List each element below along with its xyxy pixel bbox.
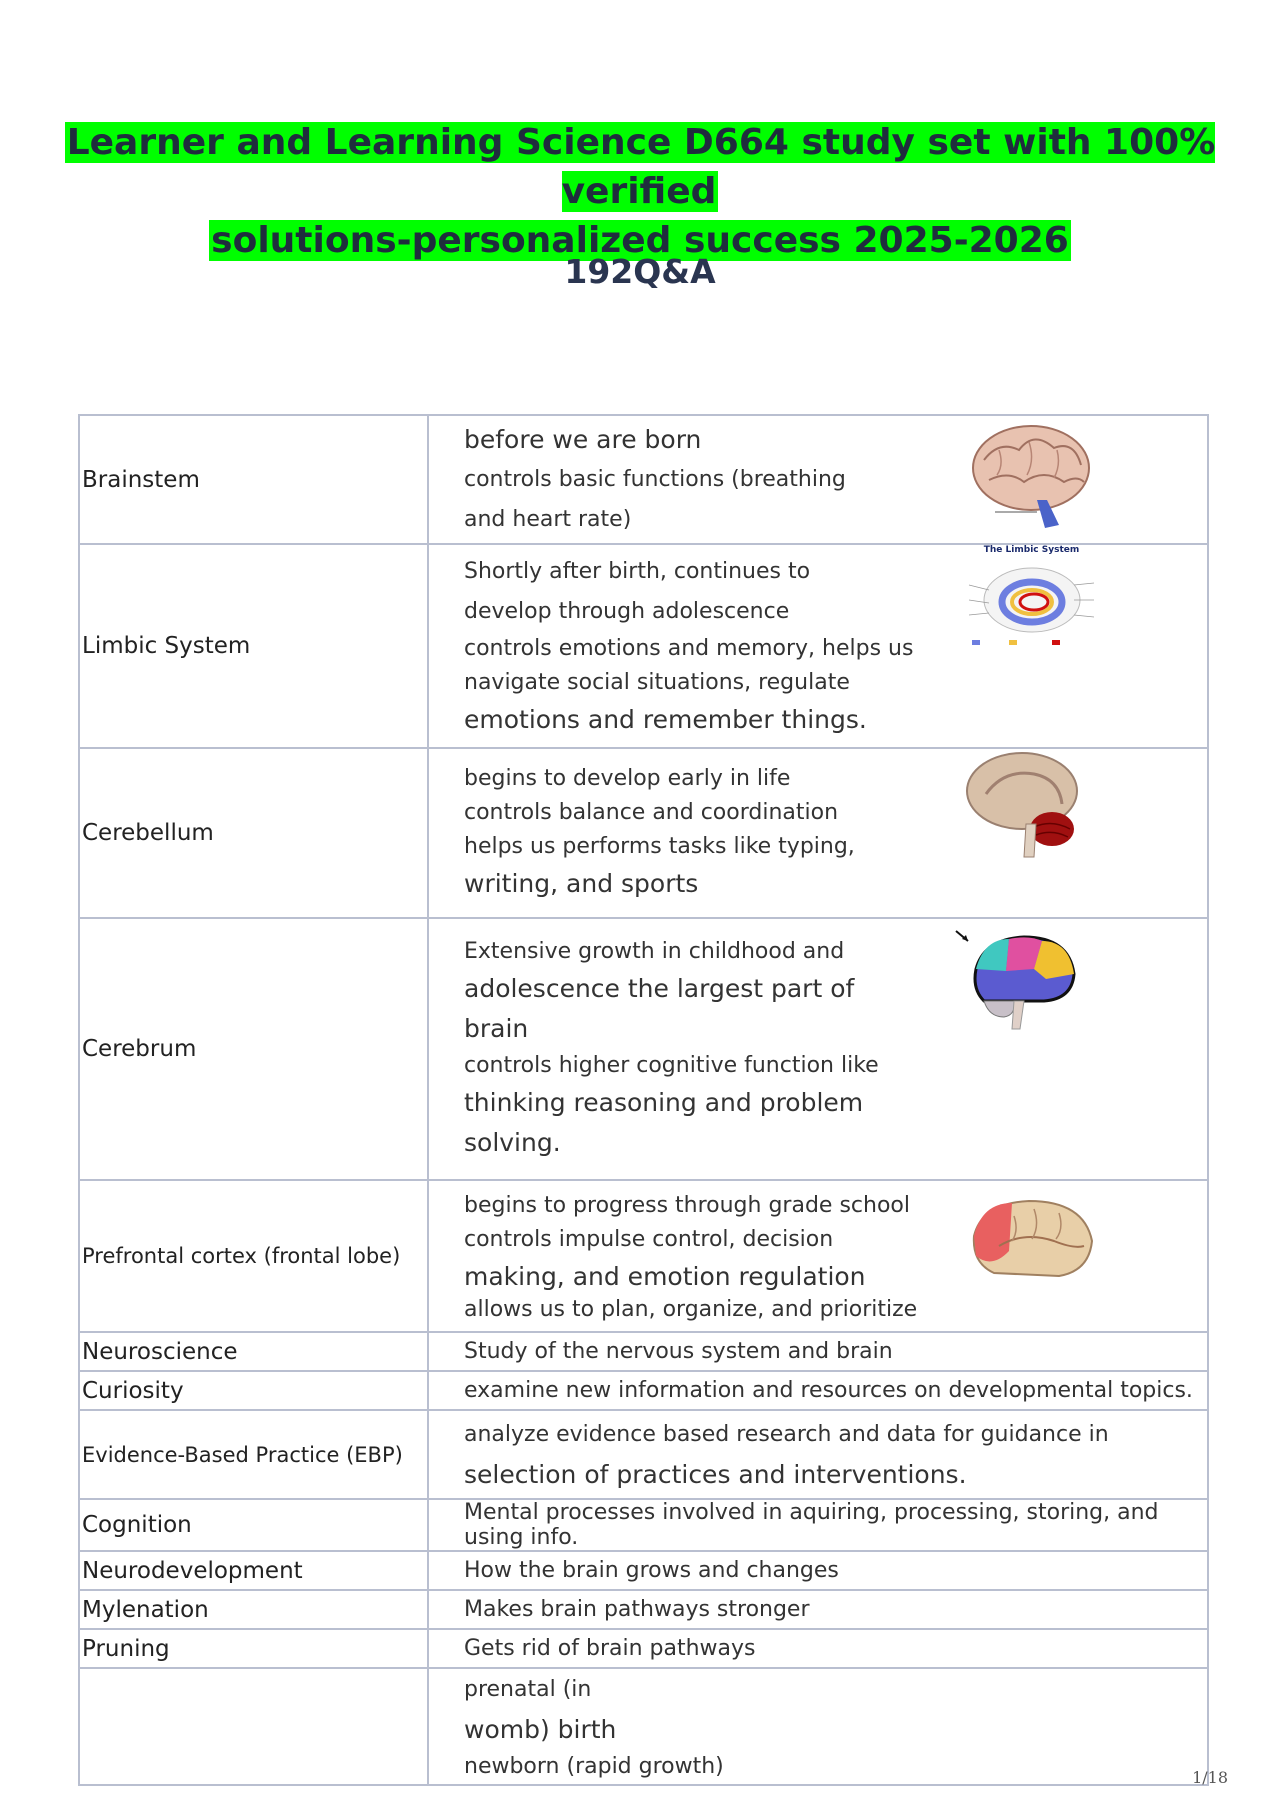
definition-cell [428, 1590, 1208, 1629]
document-title [0, 118, 1280, 265]
definition-line: controls balance and coordination [464, 800, 839, 825]
cerebellum-brain-image [964, 749, 1089, 861]
definition-line: controls higher cognitive function like [464, 1053, 879, 1078]
definition-cell [428, 544, 1208, 748]
term-cell: Limbic System [79, 544, 428, 748]
table-row [79, 1332, 1208, 1371]
table-row [79, 1590, 1208, 1629]
definition-line: Study of the nervous system and brain [464, 1339, 893, 1364]
definition-line: controls emotions and memory, helps us [464, 636, 914, 661]
definition-cell [428, 1499, 1208, 1551]
term-cell: Neurodevelopment [79, 1551, 428, 1590]
definition-line: before we are born [464, 424, 702, 454]
definition-cell [428, 918, 1208, 1180]
limbic-system-diagram [964, 545, 1099, 661]
definition-line: prenatal (in [464, 1676, 592, 1702]
definition-line: allows us to plan, organize, and prioritize [464, 1297, 918, 1322]
definition-line: thinking reasoning and problem [464, 1088, 864, 1117]
page-number: 1/18 [1192, 1768, 1228, 1787]
term-cell: Cerebrum [79, 918, 428, 1180]
definition-line: How the brain grows and changes [464, 1558, 839, 1583]
definition-line: writing, and sports [464, 869, 699, 898]
definition-line: Makes brain pathways stronger [464, 1597, 810, 1622]
definition-line: begins to progress through grade school [464, 1193, 910, 1218]
term-cell: Cerebellum [79, 748, 428, 918]
term-cell: Curiosity [79, 1371, 428, 1410]
title-line-1: Learner and Learning Science D664 study set with 100% verified [66, 122, 1216, 212]
definition-line: and heart rate) [464, 506, 632, 532]
definition-line: examine new information and resources on developmental topics. [464, 1378, 1193, 1403]
definition-line: womb) birth [464, 1714, 617, 1744]
definition-line: making, and emotion regulation [464, 1262, 866, 1291]
definition-line: adolescence the largest part of [464, 974, 855, 1003]
table-row [79, 1371, 1208, 1410]
term-cell: Brainstem [79, 415, 428, 544]
definition-line: helps us performs tasks like typing, [464, 834, 855, 859]
definition-line: controls impulse control, decision [464, 1227, 834, 1252]
table-row [79, 415, 1208, 544]
term-cell: Cognition [79, 1499, 428, 1551]
definition-cell [428, 1410, 1208, 1499]
table-row [79, 544, 1208, 748]
definition-line: solving. [464, 1128, 561, 1157]
diagram-caption: The Limbic System [983, 545, 1080, 555]
definition-line: Extensive growth in childhood and [464, 939, 845, 964]
definition-line: Gets rid of brain pathways [464, 1636, 756, 1661]
definition-line: newborn (rapid growth) [464, 1753, 724, 1779]
limbic-diagram-icon [964, 555, 1099, 655]
definition-cell [428, 415, 1208, 544]
term-cell: Pruning [79, 1629, 428, 1668]
definition-cell [428, 1180, 1208, 1332]
prefrontal-brain-image [964, 1191, 1099, 1296]
definition-cell [428, 1332, 1208, 1371]
title-line-2: solutions-personalized success 2025-2026 [211, 220, 1069, 261]
table-row [79, 1551, 1208, 1590]
table-row [79, 1629, 1208, 1668]
table-row [79, 1668, 1208, 1785]
term-cell: Prefrontal cortex (frontal lobe) [79, 1180, 428, 1332]
definition-cell [428, 1668, 1208, 1785]
table-row [79, 748, 1208, 918]
brainstem-brain-image [969, 420, 1094, 532]
qa-table [78, 414, 1209, 1786]
definition-line: develop through adolescence [464, 599, 790, 624]
definition-line: navigate social situations, regulate [464, 670, 850, 695]
definition-line: brain [464, 1014, 529, 1043]
definition-cell [428, 1629, 1208, 1668]
definition-line: analyze evidence based research and data for guidance in [464, 1421, 1109, 1447]
definition-cell [428, 748, 1208, 918]
definition-cell [428, 1551, 1208, 1590]
definition-line: Shortly after birth, continues to [464, 559, 811, 584]
term-cell: Evidence-Based Practice (EBP) [79, 1410, 428, 1499]
term-cell [79, 1668, 428, 1785]
definition-line: emotions and remember things. [464, 705, 867, 734]
term-cell: Mylenation [79, 1590, 428, 1629]
table-row [79, 1180, 1208, 1332]
table-row [79, 1499, 1208, 1551]
definition-cell [428, 1371, 1208, 1410]
definition-line: controls basic functions (breathing [464, 466, 846, 492]
table-row [79, 918, 1208, 1180]
definition-line: Mental processes involved in aquiring, processing, storing, and using info. [464, 1500, 1159, 1550]
definition-line: selection of practices and interventions. [464, 1459, 967, 1489]
definition-line: begins to develop early in life [464, 766, 791, 791]
subtitle: 192Q&A [564, 252, 716, 291]
table-row [79, 1410, 1208, 1499]
term-cell: Neuroscience [79, 1332, 428, 1371]
cerebrum-brain-image [954, 929, 1084, 1039]
